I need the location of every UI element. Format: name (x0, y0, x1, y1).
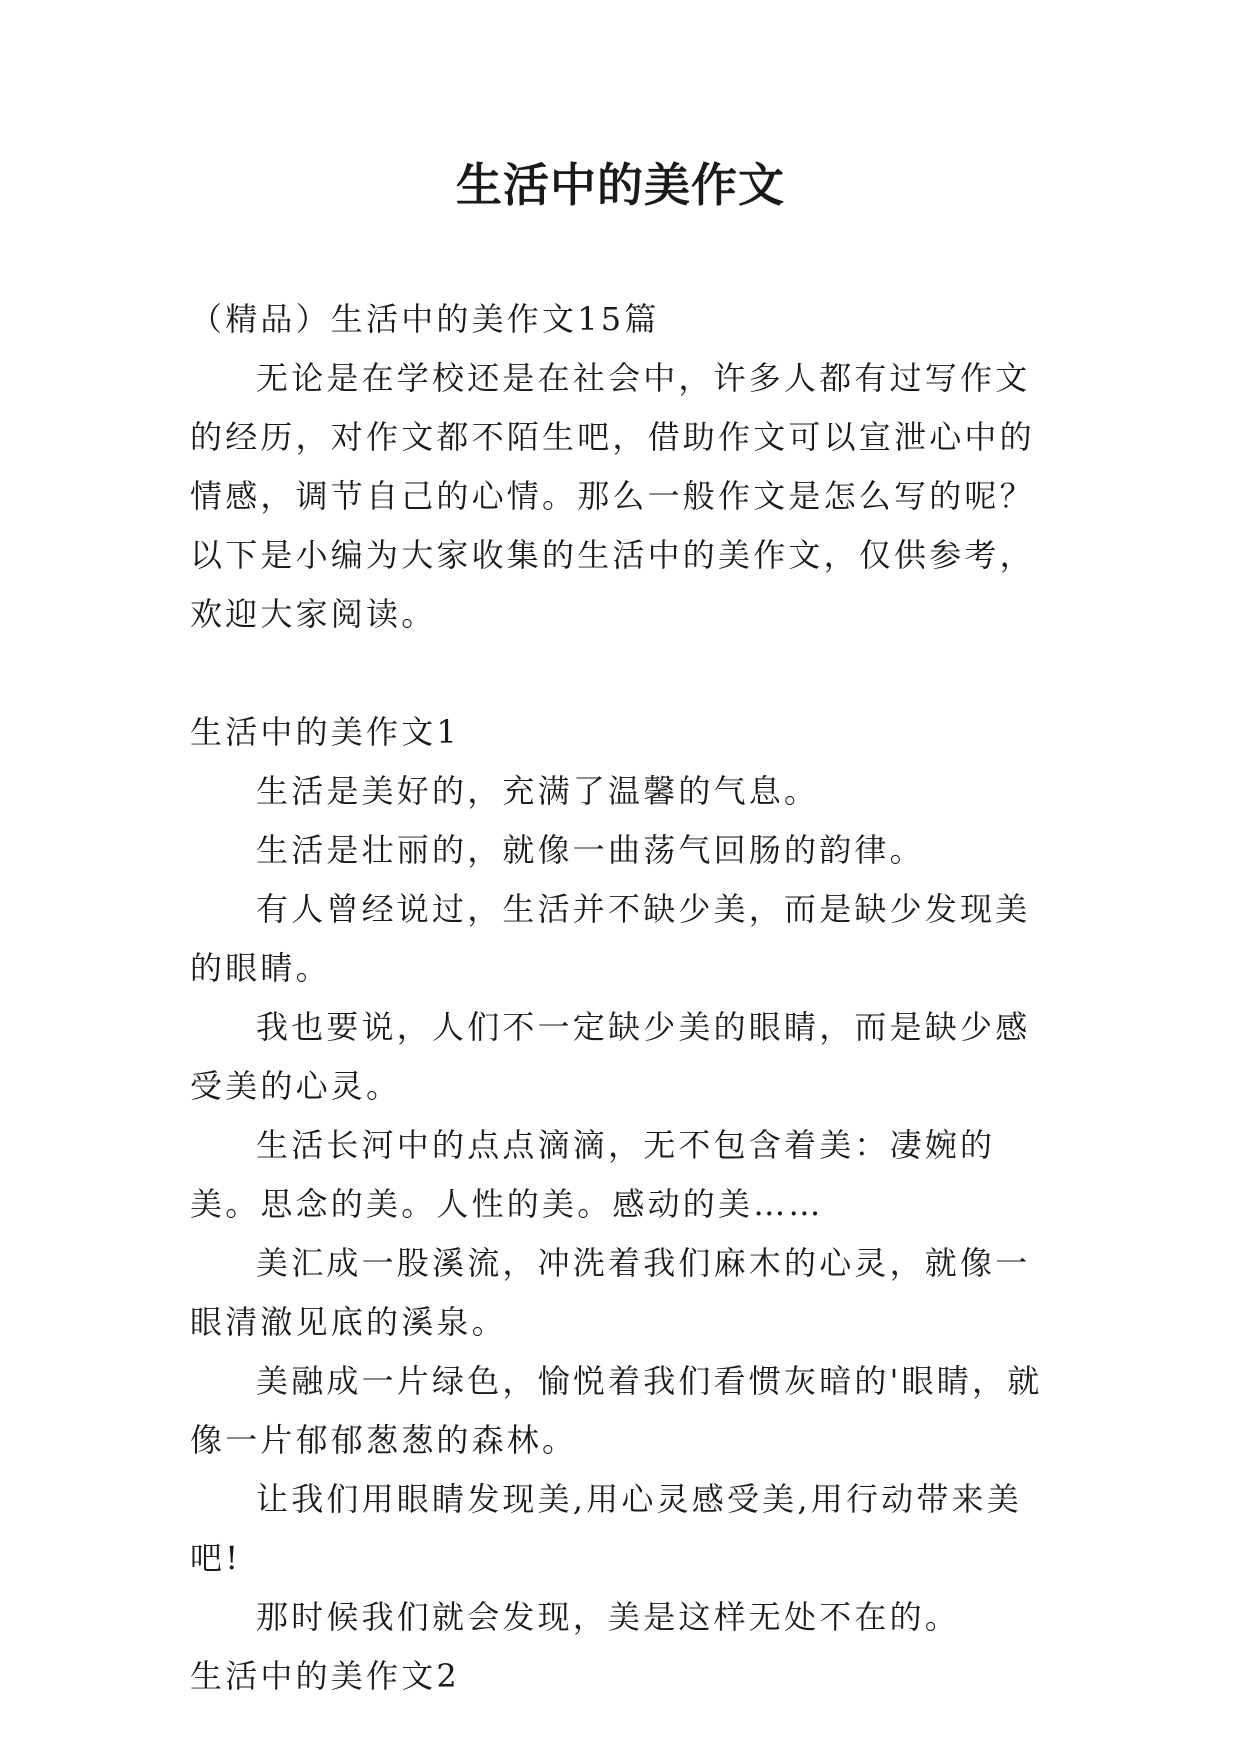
essay-2-heading: 生活中的美作文2 (190, 1657, 460, 1695)
essay-1-paragraph: 生活是壮丽的，就像一曲荡气回肠的韵律。 (256, 831, 925, 869)
essay-1-paragraph: 美汇成一股溪流，冲洗着我们麻木的心灵，就像一眼清澈见底的溪泉。 (190, 1244, 1031, 1341)
intro-paragraph: 无论是在学校还是在社会中，许多人都有过写作文的经历，对作文都不陌生吧，借助作文可以宣泄心中的情感，调节自己的心情。那么一般作文是怎么写的呢？以下是小编为大家收集的生活中的美作文，仅供参考，欢迎大家阅读。 (190, 359, 1035, 633)
document-subtitle: （精品）生活中的美作文15篇 (190, 300, 660, 338)
document-body (190, 290, 1060, 1706)
essay-1-paragraph: 美融成一片绿色，愉悦着我们看惯灰暗的'眼睛，就像一片郁郁葱葱的森林。 (190, 1362, 1043, 1459)
essay-1-paragraph: 有人曾经说过，生活并不缺少美，而是缺少发现美的眼睛。 (190, 890, 1031, 987)
essay-1-paragraph: 生活长河中的点点滴滴，无不包含着美：凄婉的美。思念的美。人性的美。感动的美…… (190, 1126, 996, 1223)
document-title: 生活中的美作文 (456, 158, 785, 212)
essay-1-paragraph: 我也要说，人们不一定缺少美的眼睛，而是缺少感受美的心灵。 (190, 1008, 1031, 1105)
essay-1-heading: 生活中的美作文1 (190, 713, 460, 751)
essay-1-paragraph: 那时候我们就会发现，美是这样无处不在的。 (256, 1598, 961, 1636)
essay-1-paragraph: 生活是美好的，充满了温馨的气息。 (256, 772, 820, 810)
essay-1-paragraph: 让我们用眼睛发现美,用心灵感受美,用行动带来美吧! (190, 1480, 1022, 1577)
section-spacer (190, 644, 1060, 703)
